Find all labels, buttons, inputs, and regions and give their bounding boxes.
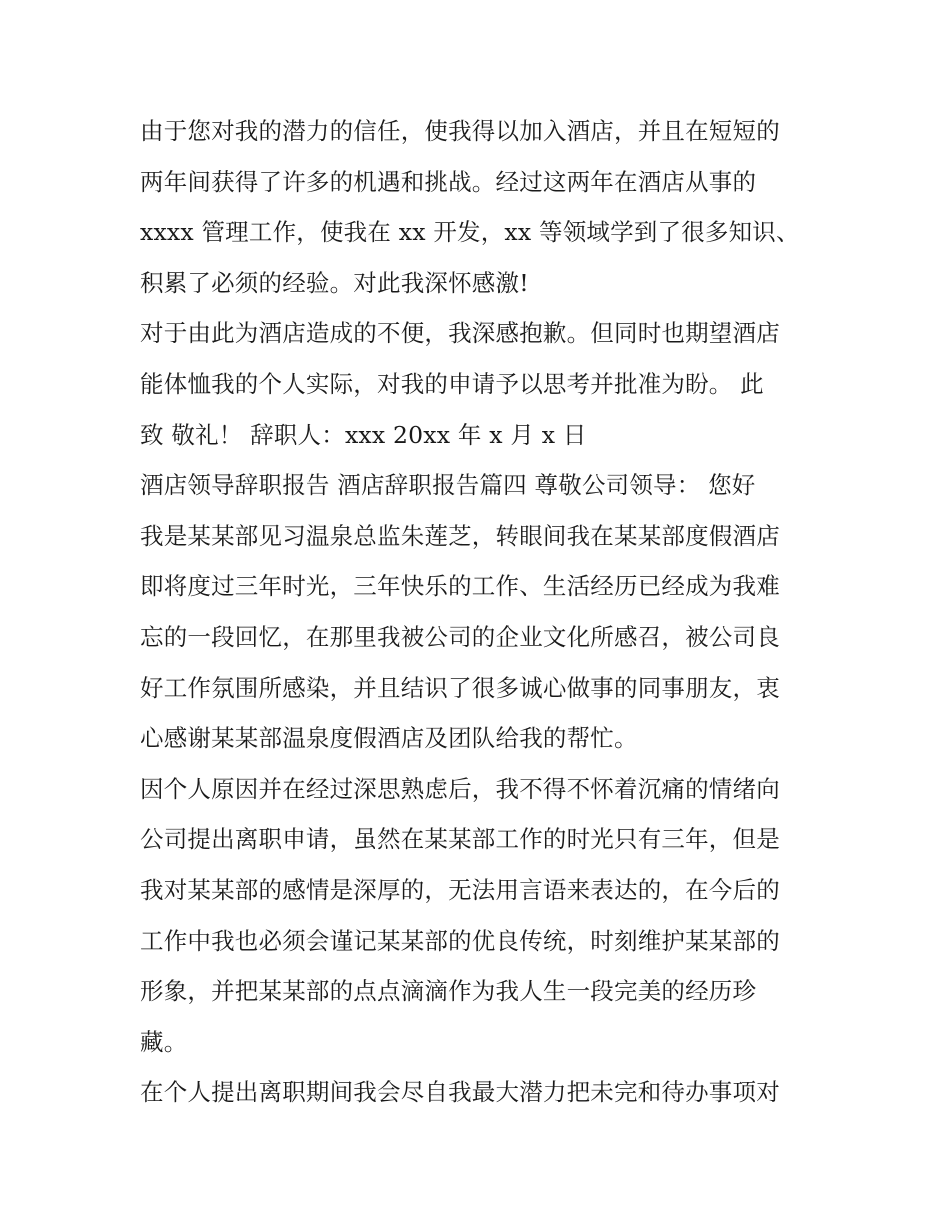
text-line: 好工作氛围所感染，并且结识了很多诚心做事的同事朋友，衷 — [140, 673, 780, 702]
text-line: 我对某某部的感情是深厚的，无法用言语来表达的，在今后的 — [140, 875, 780, 904]
text-line: 即将度过三年时光，三年快乐的工作、生活经历已经成为我难 — [140, 572, 780, 601]
text-line: 两年间获得了许多的机遇和挑战。经过这两年在酒店从事的 — [140, 167, 757, 196]
text-line: 因个人原因并在经过深思熟虑后，我不得不怀着沉痛的情绪向 — [140, 774, 780, 803]
text-line: 积累了必须的经验。对此我深怀感激! — [140, 268, 529, 297]
text-line: xxxx 管理工作，使我在 xx 开发，xx 等领域学到了很多知识、 — [140, 218, 800, 247]
text-line: 对于由此为酒店造成的不便，我深感抱歉。但同时也期望酒店 — [140, 319, 780, 348]
text-line: 致 敬礼！ 辞职人：xxx 20xx 年 x 月 x 日 — [140, 420, 587, 449]
text-line: 酒店领导辞职报告 酒店辞职报告篇四 尊敬公司领导： 您好 — [140, 471, 756, 500]
text-line: 忘的一段回忆，在那里我被公司的企业文化所感召，被公司良 — [140, 622, 780, 651]
text-line: 心感谢某某部温泉度假酒店及团队给我的帮忙。 — [140, 724, 638, 753]
text-line: 公司提出离职申请，虽然在某某部工作的时光只有三年，但是 — [140, 825, 780, 854]
text-line: 由于您对我的潜力的信任，使我得以加入酒店，并且在短短的 — [140, 117, 780, 145]
text-line: 我是某某部见习温泉总监朱莲芝，转眼间我在某某部度假酒店 — [140, 521, 780, 550]
text-line: 能体恤我的个人实际，对我的申请予以思考并批准为盼。 此 — [140, 369, 764, 398]
text-line: 形象，并把某某部的点点滴滴作为我人生一段完美的经历珍 — [140, 977, 757, 1006]
document-body — [140, 106, 820, 1118]
text-line: 工作中我也必须会谨记某某部的优良传统，时刻维护某某部的 — [140, 926, 780, 955]
text-line: 在个人提出离职期间我会尽自我最大潜力把未完和待办事项对 — [140, 1078, 780, 1107]
text-line: 藏。 — [140, 1027, 188, 1056]
